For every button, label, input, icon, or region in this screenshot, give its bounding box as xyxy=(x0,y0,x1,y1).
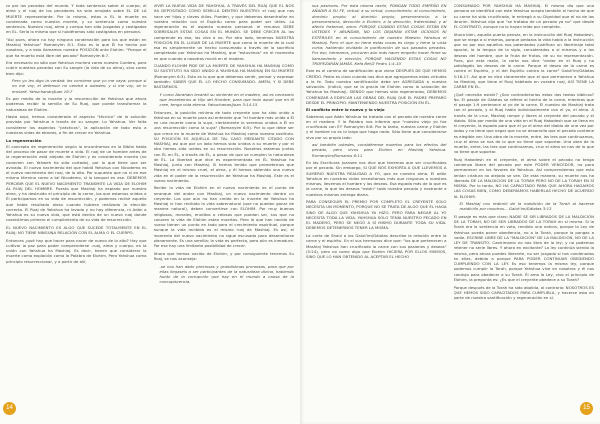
paragraph: Era necesario no sólo que Yahshua muriera como nuestro Cordero, para cubrir nuestros pecados con Su sangre (la vida de su alma), sino como bien dijo: xyxy=(6,60,147,76)
paragraph: Ahora bien, aquella puerta pensar, en la instrucción del Ruaj Hakodesh, que se niega a sí mismos, porque pedazos la vida habla a la instrucción que no por eso aquellos nos patentados justifican un libertinaje total apacial, la la lengua de la sigla, considerados a sí mismos y a los deseos del hombre, que la fruta de frutos, de su no representación. Pues, por esta razón, la carta nos dice "andar en el Ruaj y no satisfagáis los deseos de la carne. Porque el deseo de la carne es contra el Espíritu, y el del Espíritu contra la carne" Galut'im/Gálatas 5:16-17. Así que no dice claramente que el que permanece a Yahshua ha Mashiaj, que tiene el Ruaj habitado en vuestro ruaj, ASÍ TIENE LA CARNE EN EL. xyxy=(453,31,594,90)
page-number-right: 15 xyxy=(580,402,593,415)
paragraph: Porque después de la Torah ha sido abolida, al contrario: NOSOTROS ES QUE HEMOS SIDO CAPACITADOS PARA CUMPLIRLA, y hacerse esto en parte de nuestra santificación y regeneración en sí. xyxy=(453,284,594,301)
scripture-quote: Y como Abraham levantó su simiente en el madero, así es necesario que levantemos al Hijo del Hombre, para que todo aquel que en él cree, tenga vida eterna. Yahuchanan/Juan 3:14-15 xyxy=(159,91,294,108)
scripture-quote: Pero yo les digo la verdad: les conviene que yo me vaya; porque si no me voy, el defensor no vendrá a ustedes; y si me voy, se lo enviaré. Yahuchanan/Juan 16:7 xyxy=(12,78,147,94)
section-heading: La regeneración xyxy=(6,137,42,143)
paragraph: ¿Qué necesita existir? ¿Son contradictorios estos dos textos bíblicos? No. El pasaje de Gálatas se refiere al hecho de la carne, mientras que el pasaje 1:9 pertenece al yo de la carne. El nuestro de Mashiaj trata con el pecado, y el Ruaj habla individualmente con el yo, el alma. A través de la cruz, Mashiaj rompe y libera al creyente del pecado y el diablo. Sólo por medio de una vida en el Ruaj Hakodesh que se llena en el creyente, la espada para que el yo el alma del diablo de una vez por todos y no tiene que negar que no se desarrolla que el pecado contiene es elegible ver. Una obra de la muerte, entre, las tres que continuamos, cruz el alma se nos de lo que no tiene que soportar. Una obra de la muerte, entre, las tres que continuamos, cruz el alma se nos de lo que no tiene que soportar. xyxy=(453,91,594,155)
left-page-columns xyxy=(6,3,294,402)
paragraph: El concepto de regeneración según lo encontramos en la Biblia habla del proceso de pasar de muerte a vida. El ruaj de un hombre antes de la regeneración está alejado de Elohim y es considerado muerto (no conecten con Yahweh ha sido cortado), por lo que tiene que ser avivado. El nuevo nacimiento del que habló Yahshua con Nicodemo es el nuevo nacimiento del ruaj, de lo alto. Por supuesto que no sí en ese mismo término como a tal Nicodemo, sí lo tanquei en ese. DEBEMOS PERCIBIR QUE EL NUEVO NACIMIENTO TRANSMITE LA VIDA DE ELOHIM AL RUAJ DEL HOMBRE. Puesto que Mashiaj ha expiado por nuestra alma, y ha destruido el principio de la carne, los que estamos unidos a Él participamos en su vida de resurrección, y podemos recibir aquello que había resultado aleso cuando hubiera realizado la elección correcta. El Ruaj de Yahshua ha levado y no hay diferencia, ni Adán a Yahshua es su nueva vida, que está dentro de un nuevo ruaj donde coexistimos primero el cumplimiento de su vida de resurrección. xyxy=(6,143,147,223)
scripture-quote: El Mashiaj nos redimió de la maldición de la Torah al hacerse maldición por nosotros... Galut'im/Gálatas 3:13 xyxy=(459,201,594,212)
paragraph: Hasta aquí, hemos considerado el aspecto "técnico" de la solución provista por Yahshua a través de su sangre. Lo Yahshua. Ver falta considerar los aspectos "prácticos", la aplicación de todo esto a nuestras vidas de ebrores, a fin de crecer en Yahshua. xyxy=(6,114,147,135)
paragraph: CONSUMADO POR YAHSHUA HA MASHIAJ. El mismo día que una persona se identificó con este Yahshua acepta también el hecho de que su carne ha sido crucificada, le entregó a su Dignidad que el no de las Ibrarim. Yahshua dijo que "se trataba de un pecado ya no" que desde EL CONTRATO, aunque no lo hayan leído por completo. xyxy=(453,3,594,29)
scripture-quote: sus pasiones. Por esta misma razón, PONGAN TODO EMPEÑO EN AÑADIR A SU FE, virtud; a su virtud, conocimiento; al conocimiento, dominio propio; al dominio propio, perseverancia; a la perseverancia, devoción a Elohim; a la devoción, fraternidad; y al afecto fraternal, amor. PORQUE CUANDO ESTAS COSAS ESTÁN EN USTEDES Y ABUNDAN, NO LOS DEJARÁN ESTAR OCIOSOS NI ESTÉRILES en el conocimiento de nuestro Maestro Yahshua el Mashiaj. Pero el que no tiene estas cosas es ciego y tiene la vista corta; habiendo olvidado la purificación de sus pasados pecados. Por eso, hermanos, procuren aún más hacer empeño hacer firme su llamamiento y elección, PORQUE HACIENDO ESTAS COSAS NO TROPEZARÁN JAMÁS. Kefa Bet/2 Pedro 1:4-10 xyxy=(312,3,447,66)
right-page xyxy=(300,0,600,424)
paragraph: En las Escrituras Juansee nos dice que tenemos que ser crucificados por el pecado. Sin embargo, SI QUE NOS EXHORTA A QUE LLEVEMOS A SUMERIO NUESTRA REALIDAD A YO, que es nuestra alma. El adón Yahshua en nuestras vidas necesitamos más que ningunos a nuestros mismos, llevemos el hombre y los deseos. Esa espada más de lo que es la carne, la que los deseos "están" toda nuestra pecado y nostrante a nuestros mismos entrega diaria. xyxy=(306,160,447,197)
right-page-columns xyxy=(306,3,594,402)
paragraph: Sabemos que Adán Yahshua ha tratado con el pecado de nuestra carne en el madero. Y la Palabra nos informa que "nuestro viejo yo fue crucificado con Él" Romanyim 6:6. Por lo tanto, nuestra carne y Elohim y el hombre no es lo largo que hoga nada. Sólo tiene que considerarse vivo por su propio lado: xyxy=(306,113,447,140)
scripture-quote: -se nos han dado preciosas y grandísimas promesas, para que por ellas llegaseis a ser participantes de la naturaleza divina, habiendo huido de la corrupción que hay en el mundo a causa de la concupiscencia. xyxy=(159,263,294,285)
scripture-quote: así también ustedes, considérense muertos para los efectos del pecado, pero vivos para Elohim en Mashiaj Yahshua. Romanyim/Romanos 6:11 xyxy=(312,142,447,158)
paragraph: Este es el camino de santificación que viene DESPUÉS DE QUE HEMOS CREÍDO. Pedro es claro cuando nos dice que agreguemos estas virtudes a la fe. Todo nuestro santificación debe ser AGREGADA a nuestra salvación. (Indicó, que se la gracia de Elohim como la salvación de Yahshua ha Mashiaj). SIENDO que hemos sido regenerados, DEBEMOS COMENZAR A EDIFICAR LAS OBRAS DEL RUAJ QUE EL PADRE PREPARÓ DESDE EL PRINCIPIO. MANTENIENDO NUESTRA POSICIÓN EN ÉL. xyxy=(306,68,447,105)
paragraph: EL NUEVO NACIMIENTO ES ALGO QUE SUCEDE TOTALMENTE EN EL RUAJ; NO TIENE NINGUNA RELACIÓN CON EL ALMA O EL CUERPO. xyxy=(6,224,147,236)
paragraph: ro por los pecados del mundo. Y toda sentencia sobre el cuerpo, el alma y el ruaj de los pecadores ha sido arrojada sobre EL DE LA MUERTE representante. Por lo mismo, estos a EL lo muerte es condenada como nuestra muerte, y su sentencia como nuestra sentencia. Nuestro ruaj, alma y cuerpo han sido juzgados y castigados en EL. Sería lo mismo que si hubiéramos sido castigados en persona. xyxy=(6,3,147,35)
paragraph: CUANDO ELOHIM PIDE DE LA MUERTE DE YAHSHUA HA MASHIAJ COMO SU SUSTITUTO HA SIDO UNIDO A YAHSHUA HA MASHIAJ EN SU MUERTE (Romanyim 6:3). Esto es lo que que debemos sentir, pensar y expresar también: SABER QUE ÉL LO HECHO CONSUMADO. AMÉN, Y SI DEBE BASTARNOS. xyxy=(153,63,294,90)
paragraph: Recibir la vida de Elohim en el nuevo nacimiento es el punto de arranque del andar con Mashiaj, un nuevo nacimiento dentro un creyente. Los que aún no han creído en la muerte de Yahshua ha Mashiaj ni han recibido la vida sobrenatural (que no puedan ganar de manera natural), deben convertirse con ELOHIM. Por muy buenos religiosos, morales, eruditos o celosos que puedan ser, sus que no conoren la vida de Elohim estan muertos. Pero la que han nacido de nuevo tienen un punto en todo para el crecimiento espiritual, porque aunque la vida recibida es el mismo ruaj de Mashiaj. Es así, el momento del nuevo nacimiento no sigue escusado para desarrollarse plenamente. Es una semilla; la vida es perfecta, pero aún es inmadura. Por ese hay una limitante posibilidad de crecer. xyxy=(153,185,294,249)
paragraph: Ruaj Hakodesh en el creyente, el alma sobre el pecado no tenga comienza libera del pecado por este PODER VENCEDOR, no para permanecer en los favores de Yahshua. Así comprendemos que esto tenían criatura no alejado se ven. De esta manera, su muerte nos ha liberado DE LA MALDICIÓN DE LA TORAH PERO NO DE LA TORAH EN SÍ MISMA. Por lo tanto, NO HA CAPACITADO PARA QUE AHORA HAGAMOS LAS COSAS BIEN, COMO DEBERÍAMOS HABERLAS HECHO DE ACUERDO AL ELOHIM. xyxy=(453,156,594,199)
paragraph: "Así pues, ahora no hay ninguna condenación para los que están en Mashiaj Yahshua" Romanyim 8:1. Esto es lo que Él ha hecho por nosotros, y a esto llamamos nuestra POSICIÓN ante Elohim. "Porque el que ha muerto está libre del pecado" Romanyim 6:7. xyxy=(6,36,147,58)
paragraph: PARA CONSEGUIR EL PREMIO POR COMPLETO EL CREYENTE SOLO NECESITA UN MOMENTO, PORQUE NO SE TRATA DE ALGO QUE ÉL HAGA SINO DE ALGO QUE YAHSHUA YA HIZO. PERO PARA NEGAR AL YO NECESITA TODA LA VIDA. YAHSHUA SÓLO TENÍA NUESTRO PECADO EN EL MADERO, PERO SE NEGÓ A SÍ MISMO DURANTE TODA SU VIDA. DEBEMOS DETENERNOS TENER LA MISMA. xyxy=(306,199,447,231)
section-heading: El conflicto entre lo nuevo y lo viejo xyxy=(306,107,385,113)
paragraph: Entonces ¿qué hay que hacer para nacer de nuevo de lo alto? Hay que cultivar la paz para poder comprenderse -ruaj, alma y cuerpo- en la unión con Yahshua ha Mashiaj. Es decir, tienen que considerar la muerte como expiación como la Palabra de Elohim, Pero Yahshua como principio resurreccionar, y a partir de allí, xyxy=(6,237,147,264)
paragraph: Ahora que hemos nacido de Elohim, y por consiguiente tenemos Su Ruaj, se nos aconseja: xyxy=(153,250,294,261)
paragraph: Entonces, la posición mínima de todo creyente que ha sido unido a Yahshua en su muerte para así entender que "el hombre más unido a Él en una muerte como la suya, ciertamente lo seremos unidos a Él en una resurrección como la suya" (Romanyim 6:5). Por lo que debe ser que crece en la muerte de Yahshua ha Mashiaj como nuestro sustituto. SU POSICIÓN ES AQUELLA DE TAL CASO MEDIANTE CITADO CON MASHIAJ, así que por un lado hemos sido unidos a su muerte y por el otro hemos sido unidos en su resurrección. Nosotros estamos juntos con ÉL en ÉL, a través de ÉL, a pesar de que se cumplen la naturaleza de ÉL. La libertad que dice es experimentada en ÉL Yahshua ha Mashiaj, junto con Mashiaj. Si hemos tenido que prometernos que Mashiaj en el mismo cruel, el alma, y él hemos obtenido una nueva vida en el poder de la resurrección de Yahshua ha Mashiaj. Este es el nuevo nacimiento. xyxy=(153,109,294,183)
left-page-column-2 xyxy=(154,3,295,402)
paragraph: La carta de Shaúl a los Galut'im/Gálatas describe la relación entre la carne y el espíritu. En el sus hermanos dice que: "los que pertenecen a Mashiaj Yahshua han crucificado la carne con sus pasiones y deseos" (5:24), pero no como algo que Elohim HICIERA POR ELLOS MISMOS, SINO QUE LO HAN OBTENIDO AL ACEPTAR EL HECHO xyxy=(306,233,447,260)
paragraph: Es por medio de la muerte y la resurrección de Yahshua que ahora podemos recibir la semilla de Su Ruaj, que puede transformar la naturaleza de Elohim. xyxy=(6,96,147,112)
right-page-column-2 xyxy=(454,3,595,402)
paragraph: VIVIR LA NUEVA VIDA DE YAHSHUA. A TRAVÉS DEL RUAJ QUE EL NOS HA DEPOSITADO COMO SEMILLA DENTRO NUESTRO: el ruaj que nos hace ver hijos y claves útiles. Pueden, y que debemos desentrañar en nuestra relación con el Espíritu como para poder ser útiles. La regeneración es el aspecto nuestro personal: el renuevo DEBE SOBRESALIR ESTAS COSAS EN EL MUNDO. SE DEBE CRECER AL las comprende es eso, las vive a no. Por otro lado, tenemos NUESTRA POSICIÓN EN EL LUGAR DE LA MUERTE que como la muerte de lo cual esa es simplemente un hecho consumado a través de la sacrificio completado por Yahshua ha Mashiaj, que "estuvimos" en el momento en que cuando a nosotros murió en el madero. xyxy=(153,3,294,61)
left-page-column-1 xyxy=(6,3,147,402)
page-number-left: 14 xyxy=(3,402,16,415)
paragraph: El pasaje es más que claro: NADIE SE SIR LIBRADOS DE LA MALDICIÓN DE LA TORAH, NO DE SER LIBRADOS DE LA TORAH en sí misma. Si la Torah era la sentencia en voto, rendido una noticia, porque la Ley de Yahshua pueda poner obediencia, no a la Torah, porque la pongas a nadie. ESCRIBE LIBRE DE LA "MALDICIÓN" DE LA MALDICIÓN, NO DE LA LEY DE TRANSITO. Castrimonio no nos libra de la ley; y no podemos retener no serle libres. Y ahora en excitante? La ley continúa siendo la misma, pero ahora puedes liberarte, no ser juzgado si nos condenados en ellas, debido a porque PARA PODER CONTINUAR OBEDIENDO CUMPLIENDO CON LA LEY. Es eso tenemos la misma ley, porque podemos cumplir la Torah, porque Yahshua vive en nosotros y él nos condujo para obedecer a su Torah. Él ama la Ley, vivo el principio de Elohim, la pregunta es: ¿Es que el creyente obedece a su Torah? xyxy=(453,213,594,282)
right-page-column-1 xyxy=(306,3,447,402)
